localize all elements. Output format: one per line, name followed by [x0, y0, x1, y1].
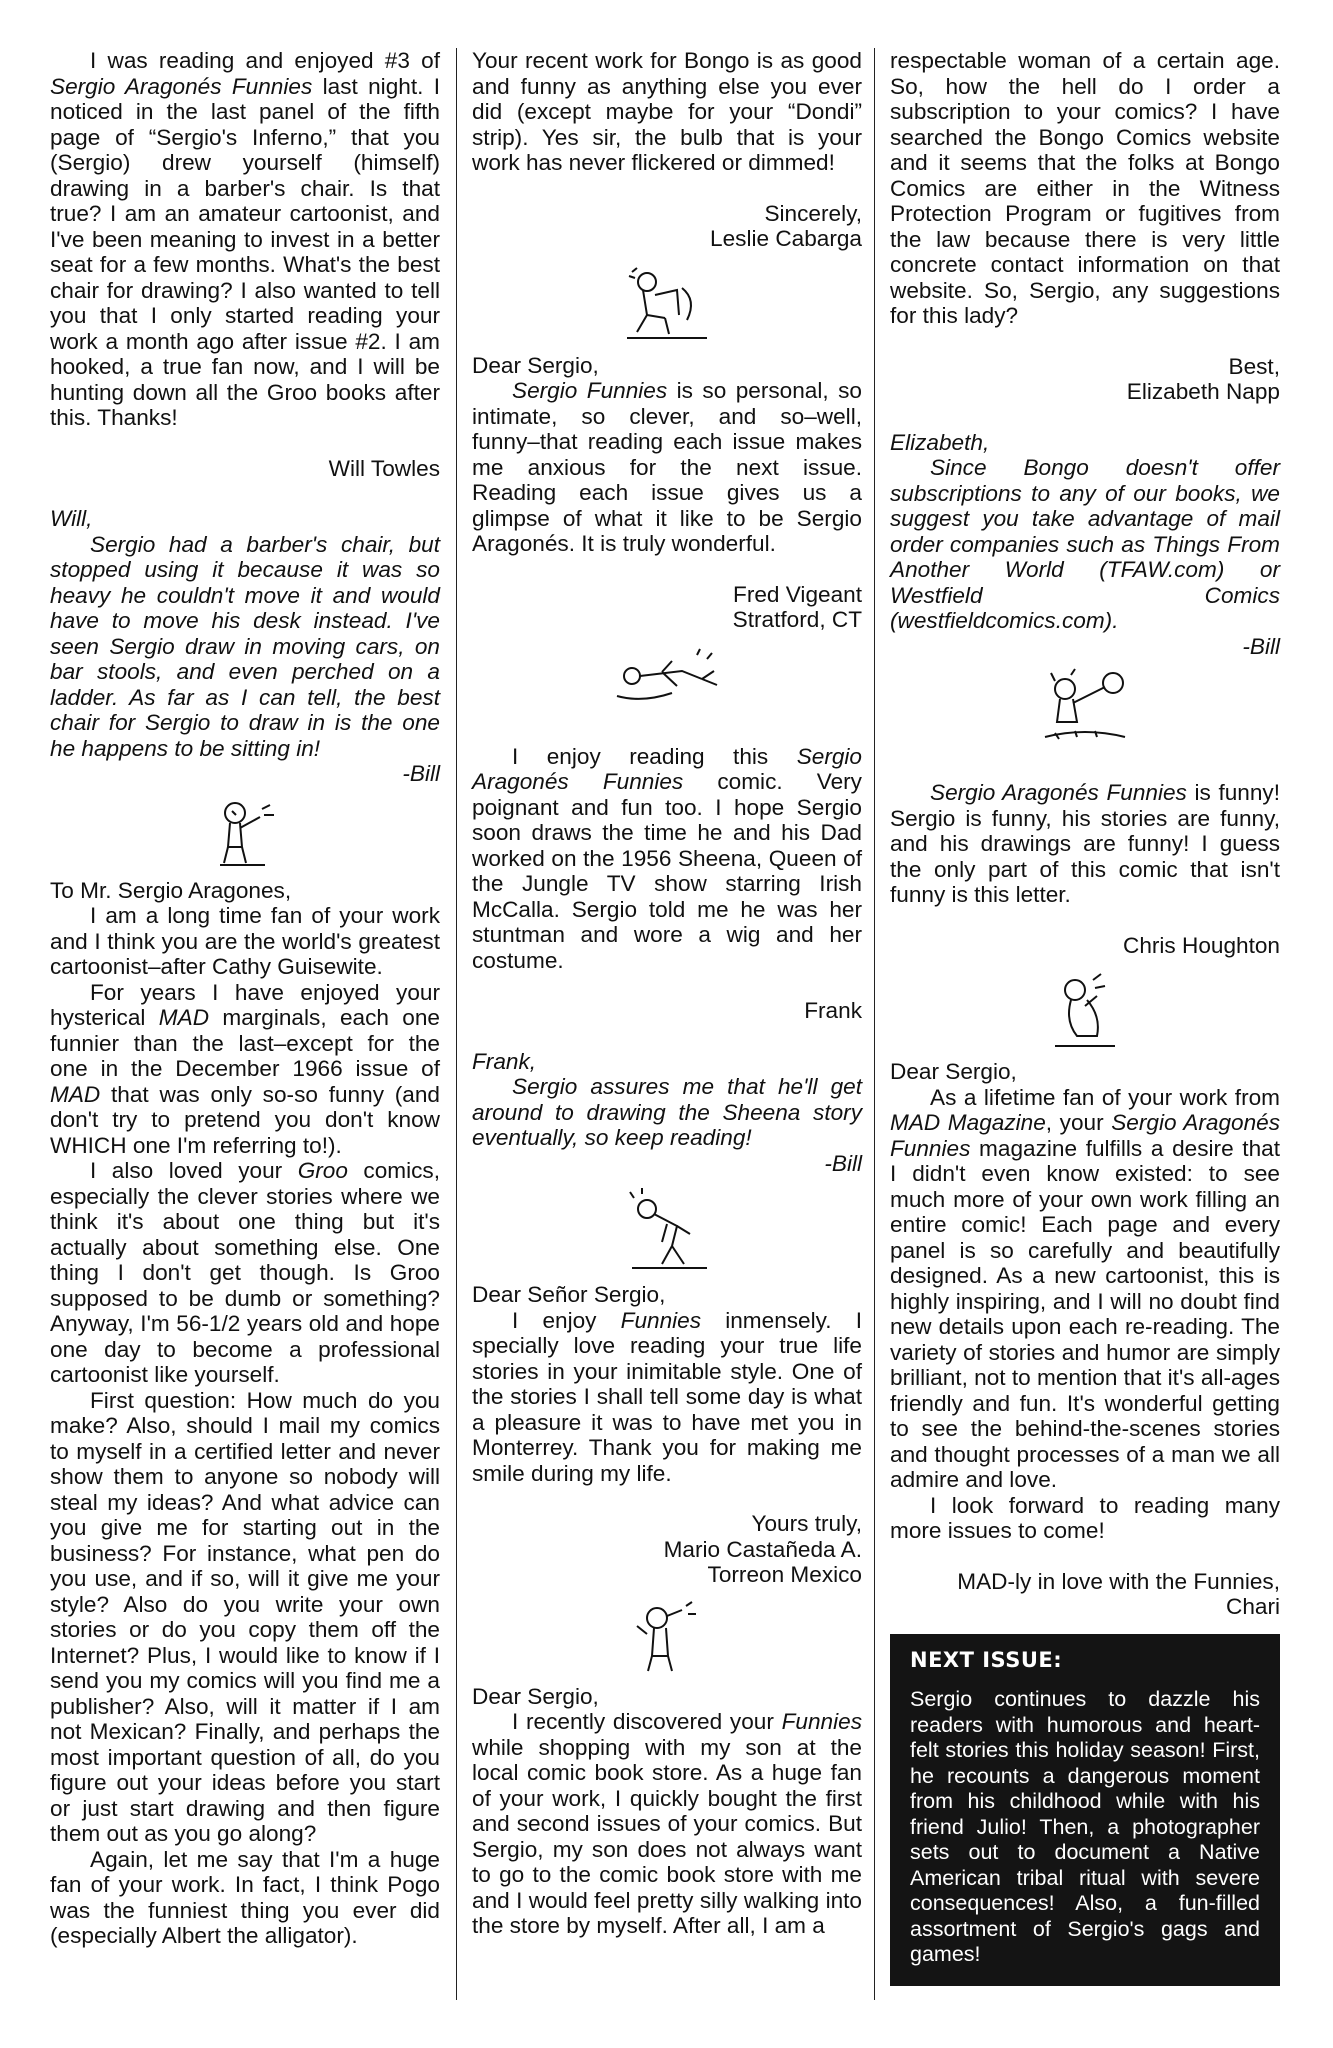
letter-salutation: To Mr. Sergio Aragones, [50, 877, 292, 903]
signature-name: Mario Castañeda A. [663, 1536, 862, 1562]
letter-text: marginals, each one funnier than the last–except for the one in the December 1966 issue of [50, 1005, 440, 1081]
letter-body [50, 48, 440, 431]
next-issue-box [890, 1634, 1280, 1986]
letter-salutation: Dear Sergio, [472, 1683, 599, 1709]
letter-closing: Yours truly, [751, 1511, 862, 1536]
letter-signature [472, 582, 862, 633]
letter-paragraph: I am a long time fan of your work and I think you are the world's greatest cartoonist–after Cathy Guisewite. [50, 903, 440, 979]
letter-paragraph [890, 1085, 1280, 1493]
letter-paragraph [50, 1158, 440, 1388]
letter-text: that was only so-so funny (and don't try to pretend you don't know WHICH one I'm referring to!). [50, 1081, 440, 1158]
letter-salutation: Dear Sergio, [890, 1059, 1017, 1084]
comic-title: Groo [297, 1158, 348, 1183]
letter-signature: Elizabeth Napp [1126, 379, 1280, 404]
letter-paragraph: Again, let me say that I'm a huge fan of your work. In fact, I think Pogo was the funniest thing you ever did (especially Albert the alligator). [50, 1846, 440, 1948]
letter-text: comics, especially the clever stories where we think it's about one thing but it's actually about something else. One thing I don't get though. Is Groo supposed to be dumb or something? Anyway, I'm 56-1/2 years old and hope one day to become a professional cartoonist like yourself. [50, 1158, 440, 1387]
cartoon-man-flying-icon [602, 641, 732, 711]
comic-title: Funnies [620, 1307, 702, 1333]
letter-text: , your [1045, 1110, 1112, 1135]
letter-text: As a lifetime fan of your work from [930, 1084, 1280, 1110]
letter-text: comic. Very poignant and fun too. I hope Sergio soon draws the time he and his Dad worked on the 1956 Sheena, Queen of the Jungle TV show starring Irish McCalla. Sergio told me he was her stuntman and wore a wig and her costume. [472, 769, 862, 973]
letter-text: I recently discovered your [512, 1709, 782, 1734]
reply-body: Since Bongo doesn't offer subscriptions to any of our books, we suggest you take advantage of mail order companies such as Things From Another World (TFAW.com) or Westfield Comics (westfieldcomics.com). [890, 455, 1280, 633]
letter-closing: Best, [1228, 353, 1280, 379]
letter-closing: Sincerely, [764, 200, 862, 226]
letter-text: while shopping with my son at the local comic book store. As a huge fan of your work, I quickly bought the first and second issues of your comics. But Sergio, my son does not always want to go to the comic book store with me and I would feel pretty silly walking into the store by myself. After all, I am a [472, 1734, 862, 1938]
cartoon-man-thinking-icon [1035, 966, 1135, 1051]
letter-text: is so personal, so intimate, so clever, and so–well, funny–that reading each issue makes me anxious for the next issue. Reading each issue gives us a glimpse of what it like to be Sergio Aragonés. It is truly wonderful. [472, 378, 862, 556]
reply-body: Sergio had a barber's chair, but stopped using it because it was so heavy he couldn't move it and would have to move his desk instead. I've seen Sergio draw in moving cars, on bar stools, and even perched on a ladder. As far as I can tell, the best chair for Sergio to draw in is the one he happens to be sitting in! [50, 531, 440, 761]
comic-title: Sergio Aragonés Funnies [890, 1110, 1281, 1161]
magazine-title: MAD Magazine [890, 1110, 1046, 1135]
next-issue-body: Sergio continues to dazzle his readers with humorous and heart-felt stories this holiday season! First, he recounts a dangerous moment from his childhood while with his friend Julio! Then, a photographer sets out to document a Native American tribal ritual with severe consequences! Also, a fun-filled assortment of Sergio's gags and games! [910, 1687, 1260, 1966]
next-issue-title: NEXT ISSUE: [910, 1647, 1063, 1672]
letter-text: I enjoy reading this [512, 743, 797, 769]
letter-body [472, 378, 862, 557]
comic-title: Sergio Funnies [512, 378, 668, 403]
letter-body: Your recent work for Bongo is as good and funny as anything else you ever did (except maybe for your “Dondi” strip). Yes sir, the bulb that is your work has never flickered or dimmed! [472, 48, 862, 175]
column-divider [874, 48, 875, 2000]
magazine-title: MAD [50, 1081, 101, 1107]
letter-signature: Frank [804, 998, 862, 1023]
letter-paragraph: I look forward to reading many more issues to come! [890, 1492, 1280, 1543]
signature-location: Torreon Mexico [707, 1562, 862, 1587]
reply-salutation: Elizabeth, [890, 429, 990, 455]
letter-text: I was reading and enjoyed #3 of [90, 48, 440, 73]
comic-title: Sergio Aragonés Funnies [472, 743, 862, 794]
letter-text: last night. I noticed in the last panel of the fifth page of “Sergio's Inferno,” that you (Sergio) drew yourself (himself) drawing in a barber's chair. Is that true? I am an amateur cartoonist, and I've been meaning to invest in a better seat for a few months. What's the best chair for drawing? I also wanted to tell you that I only started reading your work a month ago after issue #2. I am hooked, a true fan now, and I will be hunting down all the Groo books after this. Thanks! [50, 73, 441, 430]
magazine-title: MAD [158, 1005, 210, 1030]
signature-location: Stratford, CT [732, 607, 862, 632]
reply-salutation: Will, [50, 506, 93, 531]
column-middle [472, 48, 862, 1939]
cartoon-man-bending-icon [612, 1184, 722, 1274]
letter-paragraph [50, 980, 440, 1159]
letter-text: magazine fulfills a desire that I didn't even know existed: to see much more of your own work filling an entire comic! Each page and every panel is so carefully and beautifully designed. As a new cartoonist, this is highly inspiring, and I will no doubt find new details upon each re-reading. The variety of stories and humor are simply brilliant, not to mention that it's all-ages friendly and fun. It's wonderful getting to see the behind-the-scenes stories and thought processes of a man we all admire and love. [890, 1135, 1280, 1492]
column-right [890, 48, 1280, 1986]
letter-text: For years I have enjoyed your hysterical [50, 979, 440, 1030]
reply-signature: -Bill [824, 1150, 862, 1176]
letter-salutation: Dear Señor Sergio, [472, 1282, 666, 1307]
column-divider [456, 48, 457, 2000]
signature-name: Fred Vigeant [733, 581, 862, 607]
letter-text: I enjoy [512, 1307, 621, 1333]
letter-body [890, 780, 1280, 908]
cartoon-man-shouting-icon [612, 1596, 722, 1676]
letter-text: inmensely. I specially love reading your true life stories in your inimitable style. One of the stories I shall tell some day is what a pleasure it was to have met you in Monterrey. Thank you for making me smile during my life. [472, 1307, 862, 1486]
cartoon-artist-crouching-icon [607, 260, 727, 345]
letter-body: respectable woman of a certain age. So, how the hell do I order a subscription to your comics? I have searched the Bongo Comics website and it seems that the folks at Bongo Comics are either in the Witness Protection Program or fugitives from the law because there is very little concrete contact information on that website. So, Sergio, any suggestions for this lady? [890, 48, 1280, 328]
letter-signature: Chris Houghton [1123, 932, 1280, 958]
reply-salutation: Frank, [472, 1048, 537, 1074]
letter-body [472, 744, 862, 974]
letter-text: I also loved your [90, 1158, 298, 1183]
column-left [50, 48, 440, 1949]
letter-salutation: Dear Sergio, [472, 352, 599, 378]
letter-signature: Will Towles [328, 455, 440, 481]
letter-signature: Leslie Cabarga [710, 226, 862, 251]
letter-body [472, 1709, 862, 1939]
letter-signature: Chari [1226, 1594, 1280, 1619]
cartoon-pointing-man-icon [190, 795, 300, 870]
letter-text: is funny! Sergio is funny, his stories are funny, and his drawings are funny! I guess the only part of this comic that isn't funny is this letter. [890, 780, 1281, 907]
letter-body [472, 1308, 862, 1487]
letter-paragraph: First question: How much do you make? Also, should I mail my comics to myself in a certified letter and never show them to anyone so nobody will steal my ideas? And what advice can you give me for starting out in the business? For instance, what pen do you use, and if so, will it give me your style? Also do you write your own stories or do you copy them off the Internet? Plus, I would like to know if I send you my comics will you find me a publisher? Also, will it matter if I am not Mexican? Finally, and perhaps the most important question of all, do you figure out your ideas before you start or just start drawing and then figure them out as you go along? [50, 1387, 440, 1846]
comic-title: Sergio Aragonés Funnies [50, 73, 313, 99]
reply-signature: -Bill [402, 761, 440, 786]
cartoon-man-fishing-net-icon [1015, 667, 1155, 747]
reply-body: Sergio assures me that he'll get around to drawing the Sheena story eventually, so keep reading! [472, 1074, 862, 1150]
comic-title: Funnies [781, 1709, 862, 1734]
comic-title: Sergio Aragonés Funnies [930, 780, 1187, 805]
letter-closing: MAD-ly in love with the Funnies, [957, 1568, 1280, 1594]
letter-signature [472, 1537, 862, 1588]
reply-signature: -Bill [1242, 633, 1280, 659]
